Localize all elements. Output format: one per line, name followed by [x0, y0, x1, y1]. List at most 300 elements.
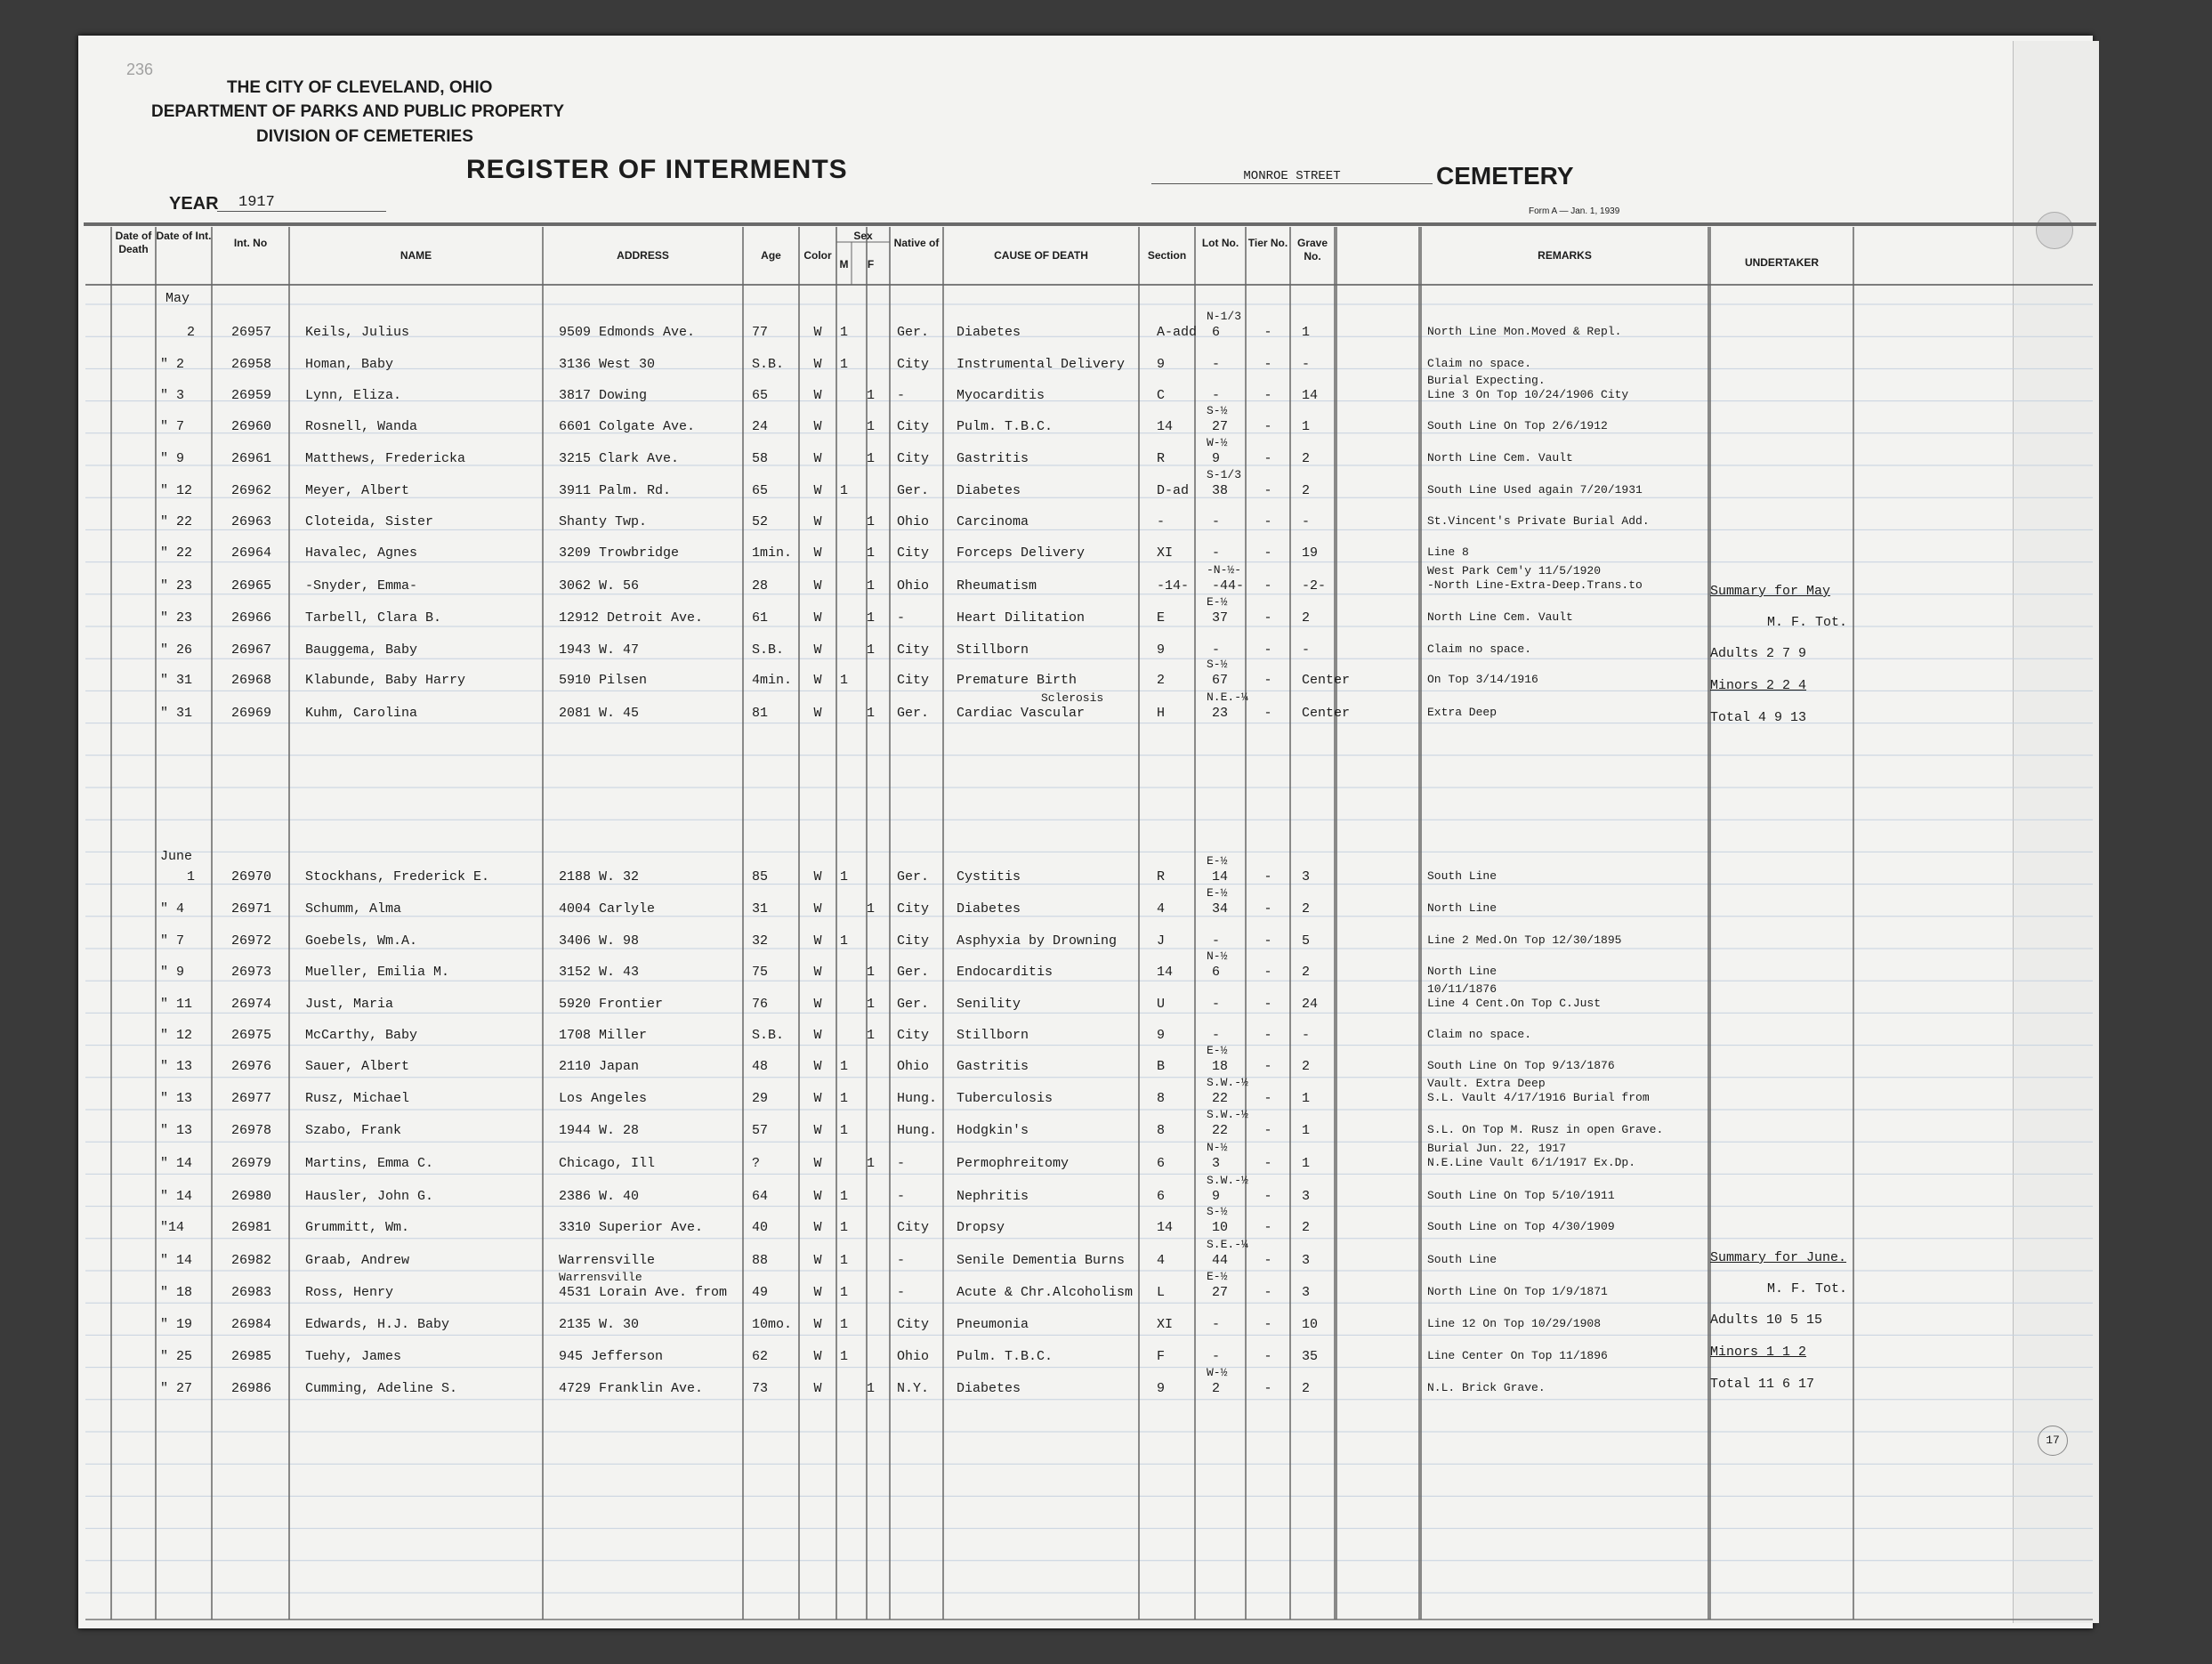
age: 31 — [752, 901, 769, 917]
column-header: Tier No. — [1247, 237, 1288, 249]
color: W — [813, 388, 822, 403]
interment-number: 26979 — [231, 1156, 272, 1171]
address: 3406 W. 98 — [559, 933, 640, 949]
age: 48 — [752, 1059, 769, 1074]
age: 73 — [752, 1381, 769, 1396]
sex-male: 1 — [839, 357, 848, 372]
color: W — [813, 578, 822, 594]
cause-of-death: Dropsy — [957, 1220, 1005, 1235]
lot-number: - — [1212, 388, 1221, 403]
date-of-interment: " 11 — [160, 997, 193, 1012]
grave-number: Center — [1302, 706, 1351, 721]
section: 6 — [1157, 1156, 1166, 1171]
address: 3310 Superior Ave. — [559, 1220, 704, 1235]
date-of-interment: " 23 — [160, 610, 193, 626]
interment-number: 26970 — [231, 869, 272, 885]
tier-number: - — [1263, 1285, 1272, 1300]
date-of-interment: " 31 — [160, 673, 193, 688]
deceased-name: Hausler, John G. — [305, 1189, 434, 1204]
year-value: 1917 — [217, 194, 386, 212]
deceased-name: Cloteida, Sister — [305, 514, 434, 529]
interment-number: 26969 — [231, 706, 272, 721]
interment-number: 26972 — [231, 933, 272, 949]
native-of: Ohio — [897, 514, 930, 529]
color: W — [813, 483, 822, 498]
cause-of-death: Rheumatism — [957, 578, 1037, 594]
interment-number: 26978 — [231, 1123, 272, 1138]
month-label-june: June — [160, 849, 193, 864]
color: W — [813, 869, 822, 885]
cause-of-death: Diabetes — [957, 1381, 1021, 1396]
sex-male: 1 — [839, 1220, 848, 1235]
tier-number: - — [1263, 388, 1272, 403]
cause-of-death: Premature Birth — [957, 673, 1078, 688]
sex-female: 1 — [866, 965, 875, 980]
interment-number: 26968 — [231, 673, 272, 688]
date-of-interment: " 31 — [160, 706, 193, 721]
grave-number: 1 — [1302, 419, 1311, 434]
sex-male: 1 — [839, 933, 848, 949]
interment-number: 26983 — [231, 1285, 272, 1300]
interment-number: 26985 — [231, 1349, 272, 1364]
age: ? — [752, 1156, 761, 1171]
address: 2110 Japan — [559, 1059, 640, 1074]
sex-female: 1 — [866, 610, 875, 626]
date-of-interment: " 18 — [160, 1285, 193, 1300]
age: 10mo. — [752, 1317, 793, 1332]
interment-number: 26966 — [231, 610, 272, 626]
deceased-name: Stockhans, Frederick E. — [305, 869, 490, 885]
lot-fraction: S.W.-½ — [1207, 1174, 1248, 1187]
section: - — [1157, 514, 1166, 529]
remark: Line 3 On Top 10/24/1906 City — [1427, 388, 1629, 401]
tier-number: - — [1263, 901, 1272, 917]
cause-of-death: Pulm. T.B.C. — [957, 1349, 1054, 1364]
lot-number: 10 — [1212, 1220, 1229, 1235]
section: L — [1157, 1285, 1166, 1300]
column-header: Grave No. — [1296, 237, 1328, 263]
cause-of-death: Myocarditis — [957, 388, 1045, 403]
remark: S.L. Vault 4/17/1916 Burial from — [1427, 1091, 1650, 1104]
sex-female: 1 — [866, 997, 875, 1012]
interment-number: 26986 — [231, 1381, 272, 1396]
age: 88 — [752, 1253, 769, 1268]
color: W — [813, 1381, 822, 1396]
deceased-name: Sauer, Albert — [305, 1059, 410, 1074]
summary-title: Summary for June. — [1710, 1250, 1847, 1265]
sex-female: 1 — [866, 1381, 875, 1396]
year-label: YEAR — [169, 194, 219, 214]
address: 4531 Lorain Ave. from — [559, 1285, 728, 1300]
grave-number: 5 — [1302, 933, 1311, 949]
date-of-interment: " 9 — [160, 965, 185, 980]
age: 62 — [752, 1349, 769, 1364]
lot-number: 22 — [1212, 1091, 1229, 1106]
grave-number: - — [1302, 514, 1311, 529]
age: 76 — [752, 997, 769, 1012]
grave-number: 24 — [1302, 997, 1319, 1012]
deceased-name: Martins, Emma C. — [305, 1156, 434, 1171]
native-of: - — [897, 1253, 906, 1268]
cause-of-death: Acute & Chr.Alcoholism — [957, 1285, 1134, 1300]
lot-number: - — [1212, 1317, 1221, 1332]
address: 5910 Pilsen — [559, 673, 648, 688]
summary-row: Adults 2 7 9 — [1710, 646, 1807, 661]
native-of: City — [897, 1220, 930, 1235]
deceased-name: Bauggema, Baby — [305, 642, 418, 658]
address: 1944 W. 28 — [559, 1123, 640, 1138]
grave-number: 2 — [1302, 1381, 1311, 1396]
lot-fraction: S.W.-½ — [1207, 1076, 1248, 1089]
address: 2081 W. 45 — [559, 706, 640, 721]
column-header: CAUSE OF DEATH — [994, 249, 1088, 262]
color: W — [813, 325, 822, 340]
page-stamp-number: 236 — [126, 61, 154, 78]
lot-fraction: S-1/3 — [1207, 468, 1242, 481]
native-of: Ger. — [897, 997, 930, 1012]
interment-number: 26959 — [231, 388, 272, 403]
color: W — [813, 1123, 822, 1138]
native-of: - — [897, 610, 906, 626]
native-of: City — [897, 933, 930, 949]
age: 85 — [752, 869, 769, 885]
native-of: - — [897, 1156, 906, 1171]
sex-male: 1 — [839, 1091, 848, 1106]
native-of: City — [897, 419, 930, 434]
deceased-name: Grummitt, Wm. — [305, 1220, 410, 1235]
cause-of-death: Cardiac Vascular — [957, 706, 1086, 721]
native-of: N.Y. — [897, 1381, 930, 1396]
section: 2 — [1157, 673, 1166, 688]
color: W — [813, 451, 822, 466]
native-of: City — [897, 642, 930, 658]
sex-male: 1 — [839, 325, 848, 340]
tier-number: - — [1263, 1059, 1272, 1074]
sex-male: 1 — [839, 1123, 848, 1138]
tier-number: - — [1263, 1381, 1272, 1396]
summary-title: Summary for May — [1710, 584, 1831, 599]
color: W — [813, 419, 822, 434]
color: W — [813, 933, 822, 949]
tier-number: - — [1263, 545, 1272, 561]
section: U — [1157, 997, 1166, 1012]
address: 1708 Miller — [559, 1028, 648, 1043]
lot-fraction: S-½ — [1207, 1205, 1228, 1218]
summary-row: Total 4 9 13 — [1710, 710, 1807, 725]
grave-number: 2 — [1302, 1220, 1311, 1235]
lot-number: -44- — [1212, 578, 1245, 594]
age: 1min. — [752, 545, 793, 561]
date-of-interment: " 22 — [160, 514, 193, 529]
native-of: City — [897, 673, 930, 688]
grave-number: - — [1302, 357, 1311, 372]
address: 4729 Franklin Ave. — [559, 1381, 704, 1396]
column-header: NAME — [400, 249, 432, 262]
age: 64 — [752, 1189, 769, 1204]
grave-number: - — [1302, 1028, 1311, 1043]
age: 81 — [752, 706, 769, 721]
cause-of-death: Hodgkin's — [957, 1123, 1029, 1138]
lot-number: 37 — [1212, 610, 1229, 626]
grave-number: 3 — [1302, 1253, 1311, 1268]
remark: North Line — [1427, 965, 1498, 978]
remark-note: West Park Cem'y 11/5/1920 — [1427, 564, 1602, 578]
column-header: Date of Death — [115, 230, 152, 255]
sex-female: 1 — [866, 706, 875, 721]
section: E — [1157, 610, 1166, 626]
tier-number: - — [1263, 1189, 1272, 1204]
tier-number: - — [1263, 357, 1272, 372]
section: 9 — [1157, 1028, 1166, 1043]
lot-fraction: N.E.-¼ — [1207, 691, 1248, 704]
sex-female: 1 — [866, 451, 875, 466]
native-of: City — [897, 901, 930, 917]
remark: Line 8 — [1427, 545, 1469, 559]
section: C — [1157, 388, 1166, 403]
tier-number: - — [1263, 869, 1272, 885]
deceased-name: Meyer, Albert — [305, 483, 410, 498]
native-of: Ger. — [897, 869, 930, 885]
tier-number: - — [1263, 1123, 1272, 1138]
section: -14- — [1157, 578, 1190, 594]
lot-fraction: E-½ — [1207, 886, 1228, 900]
column-header: UNDERTAKER — [1744, 256, 1820, 269]
date-of-interment: " 7 — [160, 419, 185, 434]
remark: N.E.Line Vault 6/1/1917 Ex.Dp. — [1427, 1156, 1636, 1169]
date-of-interment: " 14 — [160, 1156, 193, 1171]
color: W — [813, 901, 822, 917]
section: 14 — [1157, 965, 1174, 980]
grave-number: 1 — [1302, 1123, 1311, 1138]
address: 12912 Detroit Ave. — [559, 610, 704, 626]
deceased-name: Homan, Baby — [305, 357, 394, 372]
deceased-name: Just, Maria — [305, 997, 394, 1012]
tier-number: - — [1263, 1091, 1272, 1106]
age: 4min. — [752, 673, 793, 688]
lot-number: - — [1212, 514, 1221, 529]
section: 9 — [1157, 642, 1166, 658]
remark: St.Vincent's Private Burial Add. — [1427, 514, 1650, 528]
date-of-interment: " 22 — [160, 545, 193, 561]
date-of-interment: " 26 — [160, 642, 193, 658]
tier-number: - — [1263, 706, 1272, 721]
tier-number: - — [1263, 1349, 1272, 1364]
interment-number: 26967 — [231, 642, 272, 658]
native-of: Hung. — [897, 1091, 938, 1106]
month-label-may: May — [165, 291, 190, 306]
color: W — [813, 514, 822, 529]
cause-of-death: Gastritis — [957, 1059, 1029, 1074]
cemetery-label: CEMETERY — [1436, 162, 1574, 190]
interment-number: 26971 — [231, 901, 272, 917]
department-heading: DEPARTMENT OF PARKS AND PUBLIC PROPERTY — [151, 102, 565, 121]
remark: South Line — [1427, 1253, 1498, 1266]
remark: On Top 3/14/1916 — [1427, 673, 1538, 686]
section: 9 — [1157, 357, 1166, 372]
sex-female: 1 — [866, 1028, 875, 1043]
lot-number: - — [1212, 997, 1221, 1012]
section: 6 — [1157, 1189, 1166, 1204]
interment-number: 26965 — [231, 578, 272, 594]
deceased-name: Tarbell, Clara B. — [305, 610, 442, 626]
cause-of-death: Senility — [957, 997, 1021, 1012]
lot-number: - — [1212, 357, 1221, 372]
color: W — [813, 545, 822, 561]
cause-of-death: Nephritis — [957, 1189, 1029, 1204]
address: 3911 Palm. Rd. — [559, 483, 672, 498]
column-header: ADDRESS — [617, 249, 669, 262]
lot-number: 22 — [1212, 1123, 1229, 1138]
cause-of-death: Asphyxia by Drowning — [957, 933, 1118, 949]
age: 58 — [752, 451, 769, 466]
native-of: Ohio — [897, 578, 930, 594]
deceased-name: Cumming, Adeline S. — [305, 1381, 458, 1396]
cause-of-death: Tuberculosis — [957, 1091, 1054, 1106]
remark-note: Burial Expecting. — [1427, 374, 1546, 387]
section: 4 — [1157, 901, 1166, 917]
sex-male: 1 — [839, 1253, 848, 1268]
section: 8 — [1157, 1091, 1166, 1106]
tier-number: - — [1263, 419, 1272, 434]
sex-female: 1 — [866, 514, 875, 529]
grave-number: 3 — [1302, 1189, 1311, 1204]
remark: S.L. On Top M. Rusz in open Grave. — [1427, 1123, 1664, 1136]
grave-number: 2 — [1302, 451, 1311, 466]
deceased-name: Ross, Henry — [305, 1285, 394, 1300]
sex-female: 1 — [866, 1156, 875, 1171]
age: 40 — [752, 1220, 769, 1235]
tier-number: - — [1263, 1028, 1272, 1043]
deceased-name: Edwards, H.J. Baby — [305, 1317, 450, 1332]
address: 4004 Carlyle — [559, 901, 656, 917]
interment-number: 26975 — [231, 1028, 272, 1043]
section: B — [1157, 1059, 1166, 1074]
lot-number: 34 — [1212, 901, 1229, 917]
color: W — [813, 1091, 822, 1106]
remark: N.L. Brick Grave. — [1427, 1381, 1546, 1394]
color: W — [813, 1156, 822, 1171]
color: W — [813, 1028, 822, 1043]
color: W — [813, 706, 822, 721]
column-header: Age — [761, 249, 781, 262]
native-of: City — [897, 1028, 930, 1043]
lot-fraction: S-½ — [1207, 658, 1228, 671]
lot-number: - — [1212, 933, 1221, 949]
interment-number: 26982 — [231, 1253, 272, 1268]
lot-number: 14 — [1212, 869, 1229, 885]
remark: Claim no space. — [1427, 357, 1532, 370]
address: 1943 W. 47 — [559, 642, 640, 658]
tier-number: - — [1263, 483, 1272, 498]
color: W — [813, 610, 822, 626]
deceased-name: Rosnell, Wanda — [305, 419, 418, 434]
lot-number: 9 — [1212, 451, 1221, 466]
remark: Line 2 Med.On Top 12/30/1895 — [1427, 933, 1622, 947]
color: W — [813, 642, 822, 658]
section: XI — [1157, 1317, 1174, 1332]
date-of-interment: " 4 — [160, 901, 185, 917]
native-of: Ger. — [897, 965, 930, 980]
color: W — [813, 1285, 822, 1300]
tier-number: - — [1263, 325, 1272, 340]
age: 65 — [752, 483, 769, 498]
interment-number: 26973 — [231, 965, 272, 980]
sex-male: 1 — [839, 483, 848, 498]
age: 52 — [752, 514, 769, 529]
column-header: Color — [803, 249, 832, 262]
grave-number: 2 — [1302, 483, 1311, 498]
cause-of-death: Heart Dilitation — [957, 610, 1086, 626]
address: 3062 W. 56 — [559, 578, 640, 594]
address-note: Warrensville — [559, 1271, 642, 1284]
address: 945 Jefferson — [559, 1349, 664, 1364]
cause-of-death: Endocarditis — [957, 965, 1054, 980]
interment-number: 26961 — [231, 451, 272, 466]
remark-note: 10/11/1876 — [1427, 982, 1498, 996]
sex-female: 1 — [866, 578, 875, 594]
interment-number: 26960 — [231, 419, 272, 434]
cemetery-name: MONROE STREET — [1151, 169, 1433, 184]
date-of-interment: 2 — [187, 325, 196, 340]
interment-number: 26984 — [231, 1317, 272, 1332]
tier-number: - — [1263, 1317, 1272, 1332]
remark: South Line On Top 9/13/1876 — [1427, 1059, 1615, 1072]
date-of-interment: " 12 — [160, 483, 193, 498]
native-of: Ohio — [897, 1349, 930, 1364]
address: 3215 Clark Ave. — [559, 451, 680, 466]
native-of: Ger. — [897, 483, 930, 498]
tier-number: - — [1263, 642, 1272, 658]
sex-male: 1 — [839, 1317, 848, 1332]
summary-row: Minors 1 1 2 — [1710, 1345, 1807, 1360]
lot-fraction: N-1/3 — [1207, 310, 1242, 323]
lot-number: - — [1212, 1349, 1221, 1364]
column-header: Int. No — [233, 237, 268, 249]
remark: South Line — [1427, 869, 1498, 883]
grave-number: 14 — [1302, 388, 1319, 403]
date-of-interment: " 13 — [160, 1059, 193, 1074]
tier-number: - — [1263, 451, 1272, 466]
deceased-name: Keils, Julius — [305, 325, 410, 340]
native-of: Ohio — [897, 1059, 930, 1074]
grave-number: 2 — [1302, 901, 1311, 917]
address: 5920 Frontier — [559, 997, 664, 1012]
age: S.B. — [752, 642, 785, 658]
deceased-name: Tuehy, James — [305, 1349, 402, 1364]
tier-number: - — [1263, 933, 1272, 949]
section: F — [1157, 1349, 1166, 1364]
sex-male: 1 — [839, 1189, 848, 1204]
age: 75 — [752, 965, 769, 980]
lot-number: - — [1212, 642, 1221, 658]
deceased-name: Schumm, Alma — [305, 901, 402, 917]
deceased-name: McCarthy, Baby — [305, 1028, 418, 1043]
date-of-interment: " 9 — [160, 451, 185, 466]
address: 3136 West 30 — [559, 357, 656, 372]
native-of: Ger. — [897, 706, 930, 721]
section: R — [1157, 869, 1166, 885]
cause-of-death: Pulm. T.B.C. — [957, 419, 1054, 434]
date-of-interment: "14 — [160, 1220, 185, 1235]
section: 14 — [1157, 419, 1174, 434]
tier-number: - — [1263, 1156, 1272, 1171]
lot-fraction: E-½ — [1207, 1270, 1228, 1283]
cause-of-death: Permophreitomy — [957, 1156, 1070, 1171]
color: W — [813, 1059, 822, 1074]
date-of-interment: " 2 — [160, 357, 185, 372]
interment-number: 26980 — [231, 1189, 272, 1204]
address: 2188 W. 32 — [559, 869, 640, 885]
